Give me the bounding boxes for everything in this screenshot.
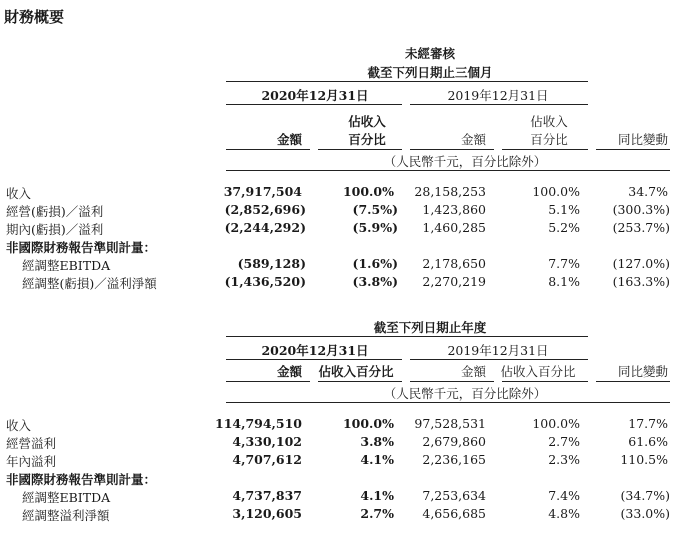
year-heading: 截至下列日期止年度 xyxy=(373,320,487,335)
amount-2019: 1,423,860 xyxy=(422,202,486,217)
pct-2019: 4.8% xyxy=(548,506,580,521)
pct-2019: 7.7% xyxy=(548,256,580,271)
col-pct-2020: 佔收入百分比 xyxy=(318,364,394,379)
yoy-change: (253.7%) xyxy=(612,220,670,235)
three-months-heading: 截至下列日期止三個月 xyxy=(367,65,493,80)
col-amount-2019: 金額 xyxy=(460,132,486,147)
col-pct-2020-line2: 百分比 xyxy=(348,132,386,147)
col-amount-2020: 金額 xyxy=(276,364,302,379)
row-label: 收入 xyxy=(6,418,32,433)
divider xyxy=(410,149,494,150)
pct-2019: 100.0% xyxy=(532,416,580,431)
row-label: 經調整(虧損)／溢利淨額 xyxy=(22,276,157,291)
pct-2019: 2.3% xyxy=(548,452,580,467)
col-pct-2019-line2: 百分比 xyxy=(530,132,568,147)
yoy-change: 34.7% xyxy=(628,184,668,199)
table-row xyxy=(0,434,700,452)
date-2020-heading: 2020年12月31日 xyxy=(261,343,369,358)
pct-2020: 3.8% xyxy=(360,434,394,449)
col-pct-2019-line1: 佔收入 xyxy=(530,114,568,129)
table-row xyxy=(0,202,700,220)
row-label: 經調整EBITDA xyxy=(22,258,111,273)
divider xyxy=(502,149,588,150)
amount-2020: 114,794,510 xyxy=(215,416,302,431)
table-row xyxy=(0,274,700,292)
pct-2020: (1.6%) xyxy=(352,256,398,271)
divider xyxy=(318,149,402,150)
amount-2020: 3,120,605 xyxy=(232,506,302,521)
amount-2020: 37,917,504 xyxy=(223,184,302,199)
table-row xyxy=(0,452,700,470)
amount-2020: 4,330,102 xyxy=(232,434,302,449)
amount-2019: 28,158,253 xyxy=(414,184,486,199)
pct-2020: 100.0% xyxy=(342,416,394,431)
amount-2019: 97,528,531 xyxy=(414,416,486,431)
unit-note: （人民幣千元，百分比除外） xyxy=(383,386,547,401)
unaudited-heading: 未經審核 xyxy=(404,46,455,61)
amount-2019: 2,270,219 xyxy=(422,274,486,289)
divider xyxy=(596,381,670,382)
divider xyxy=(226,359,402,360)
col-amount-2020: 金額 xyxy=(276,132,302,147)
amount-2020: (2,852,696) xyxy=(224,202,306,217)
amount-2019: 4,656,685 xyxy=(422,506,486,521)
amount-2019: 2,679,860 xyxy=(422,434,486,449)
amount-2020: (2,244,292) xyxy=(224,220,306,235)
pct-2019: 2.7% xyxy=(548,434,580,449)
amount-2019: 7,253,634 xyxy=(422,488,486,503)
col-amount-2019: 金額 xyxy=(460,364,486,379)
amount-2019: 1,460,285 xyxy=(422,220,486,235)
pct-2019: 5.1% xyxy=(548,202,580,217)
divider xyxy=(410,359,588,360)
amount-2019: 2,178,650 xyxy=(422,256,486,271)
table-row xyxy=(0,506,700,524)
divider xyxy=(502,381,588,382)
date-2019-heading: 2019年12月31日 xyxy=(447,88,549,103)
pct-2020: (3.8%) xyxy=(352,274,398,289)
divider xyxy=(596,149,670,150)
amount-2019: 2,236,165 xyxy=(422,452,486,467)
yoy-change: 17.7% xyxy=(628,416,668,431)
yoy-change: (127.0%) xyxy=(612,256,670,271)
pct-2019: 8.1% xyxy=(548,274,580,289)
amount-2020: (589,128) xyxy=(237,256,306,271)
divider xyxy=(226,402,670,403)
row-label: 收入 xyxy=(6,186,32,201)
row-label: 期內(虧損)／溢利 xyxy=(6,222,104,237)
divider xyxy=(410,104,588,105)
table-row xyxy=(0,220,700,238)
table-row xyxy=(0,256,700,274)
yoy-change: 110.5% xyxy=(620,452,668,467)
unit-note: （人民幣千元，百分比除外） xyxy=(383,154,547,169)
divider xyxy=(226,104,402,105)
pct-2019: 7.4% xyxy=(548,488,580,503)
divider xyxy=(226,170,670,171)
divider xyxy=(410,381,494,382)
table-row xyxy=(0,416,700,434)
row-label: 經調整EBITDA xyxy=(22,490,111,505)
pct-2019: 5.2% xyxy=(548,220,580,235)
row-label: 經調整溢利淨額 xyxy=(22,508,110,523)
yoy-change: 61.6% xyxy=(628,434,668,449)
row-label: 經營溢利 xyxy=(6,436,57,451)
pct-2020: (7.5%) xyxy=(352,202,398,217)
table-row xyxy=(0,488,700,506)
amount-2020: (1,436,520) xyxy=(224,274,306,289)
table-row xyxy=(0,184,700,202)
pct-2019: 100.0% xyxy=(532,184,580,199)
pct-2020: 100.0% xyxy=(342,184,394,199)
yoy-change: (163.3%) xyxy=(612,274,670,289)
table-body-year xyxy=(0,416,700,541)
col-pct-2019: 佔收入百分比 xyxy=(500,364,576,379)
divider xyxy=(318,381,402,382)
pct-2020: 4.1% xyxy=(360,452,394,467)
col-pct-2020-line1: 佔收入 xyxy=(348,114,386,129)
yoy-change: (34.7%) xyxy=(620,488,670,503)
amount-2020: 4,737,837 xyxy=(232,488,302,503)
row-label: 年內溢利 xyxy=(6,454,57,469)
row-label: 經營(虧損)／溢利 xyxy=(6,204,104,219)
pct-2020: 4.1% xyxy=(360,488,394,503)
divider xyxy=(226,81,588,82)
divider xyxy=(226,336,588,337)
col-yoy: 同比變動 xyxy=(617,132,668,147)
date-2019-heading: 2019年12月31日 xyxy=(447,343,549,358)
amount-2020: 4,707,612 xyxy=(232,452,302,467)
table-body-three-months xyxy=(0,184,700,304)
pct-2020: (5.9%) xyxy=(352,220,398,235)
page-title: 財務概要 xyxy=(4,8,65,26)
col-yoy: 同比變動 xyxy=(617,364,668,379)
divider xyxy=(226,149,310,150)
nongaap-heading: 非國際財務報告準則計量： xyxy=(6,240,157,255)
divider xyxy=(226,381,310,382)
nongaap-heading: 非國際財務報告準則計量： xyxy=(6,472,157,487)
pct-2020: 2.7% xyxy=(360,506,394,521)
date-2020-heading: 2020年12月31日 xyxy=(261,88,369,103)
yoy-change: (33.0%) xyxy=(620,506,670,521)
yoy-change: (300.3%) xyxy=(612,202,670,217)
